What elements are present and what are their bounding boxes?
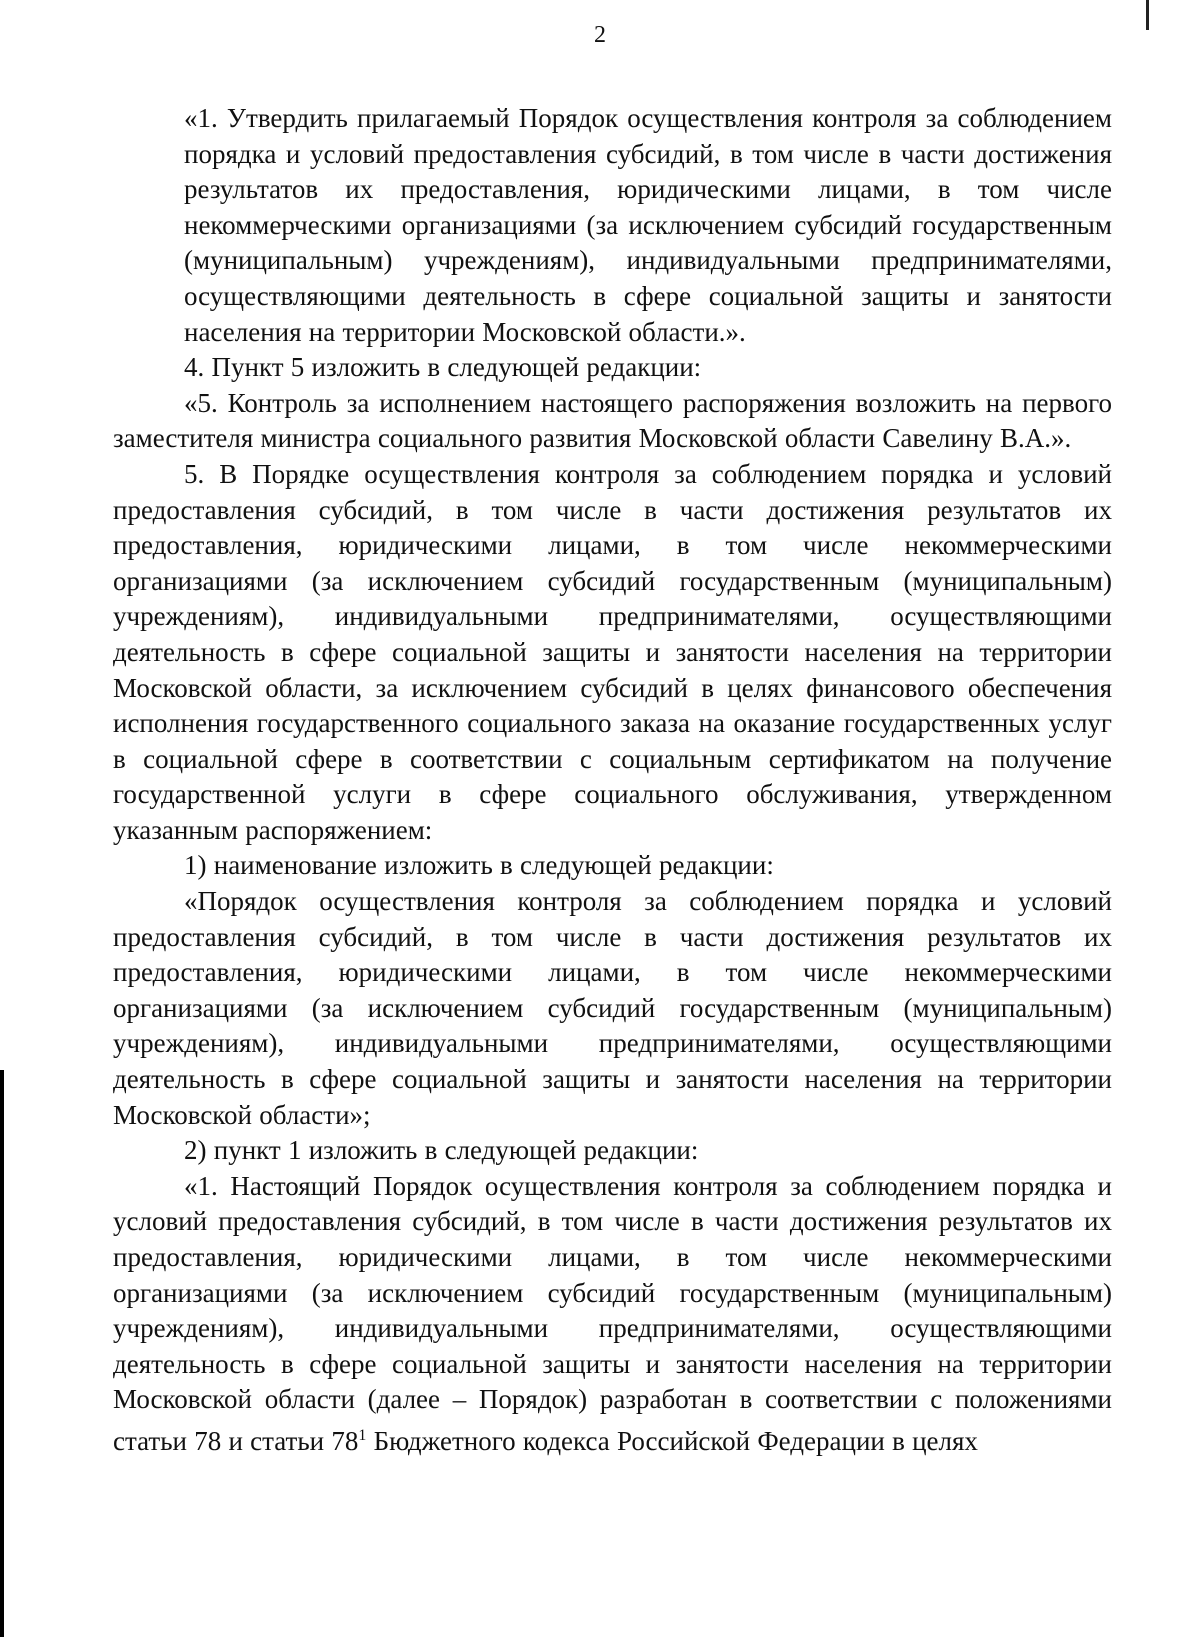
page-number: 2 bbox=[594, 22, 606, 48]
point-1-text-end: Бюджетного кодекса Российской Федерации в целях bbox=[366, 1425, 978, 1456]
paragraph-item-5-order: 5. В Порядке осуществления контроля за соблюдением порядка и условий предоставления субсидий, в том числе в части достижения результатов их предоставления, юридическими лицами, в том числе некоммерческими организациями (за исключением субсидий государственным (муниципальным) учреждениям), индивидуальными предпринимателями, осуществляющими деятельность в сфере социальной защиты и занятости населения на территории Московской области, за исключением субсидий в целях финансового обеспечения исполнения государственного социального заказа на оказание государственных услуг в социальной сфере в соответствии с социальным сертификатом на получение государственной услуги в сфере социального обслуживания, утвержденном указанным распоряжением: bbox=[113, 458, 1112, 845]
paragraph-subitem-1: 1) наименование изложить в следующей редакции: bbox=[184, 850, 774, 881]
document-body bbox=[113, 101, 1112, 1460]
paragraph-item-5-text: «5. Контроль за исполнением настоящего распоряжения возложить на первого заместителя министра социального развития Московской области Савелину В.А.». bbox=[113, 387, 1112, 454]
paragraph-order-title: «Порядок осуществления контроля за соблюдением порядка и условий предоставления субсидий, в том числе в части достижения результатов их предоставления, юридическими лицами, в том числе некоммерческими организациями (за исключением субсидий государственным (муниципальным) учреждениям), индивидуальными предпринимателями, осуществляющими деятельность в сфере социальной защиты и занятости населения на территории Московской области»; bbox=[113, 886, 1112, 1130]
paragraph-approve-order: «1. Утвердить прилагаемый Порядок осуществления контроля за соблюдением порядка и условий предоставления субсидий, в том числе в части достижения результатов их предоставления, юридическими лицами, в том числе некоммерческими организациями (за исключением субсидий государственным (муниципальным) учреждениям), индивидуальными предпринимателями, осуществляющими деятельность в сфере социальной защиты и занятости населения на территории Московской области.». bbox=[184, 103, 1112, 347]
paragraph-item-4: 4. Пункт 5 изложить в следующей редакции: bbox=[184, 352, 702, 383]
paragraph-point-1-text bbox=[113, 1169, 1112, 1460]
paragraph-subitem-2: 2) пункт 1 изложить в следующей редакции: bbox=[184, 1135, 699, 1166]
point-1-text-start: «1. Настоящий Порядок осуществления контроля за соблюдением порядка и условий предоставления субсидий, в том числе в части достижения результатов их предоставления, юридическими лицами, в том числе некоммерческими организациями (за исключением субсидий государственным (муниципальным) учреждениям), индивидуальными предпринимателями, осуществляющими деятельность в сфере социальной защиты и занятости населения на территории Московской области (далее – Порядок) разработан в соответствии с положениями статьи 78 и статьи 78 bbox=[113, 1170, 1112, 1456]
scan-edge-line bbox=[0, 1070, 4, 1637]
article-superscript: 1 bbox=[358, 1426, 367, 1444]
